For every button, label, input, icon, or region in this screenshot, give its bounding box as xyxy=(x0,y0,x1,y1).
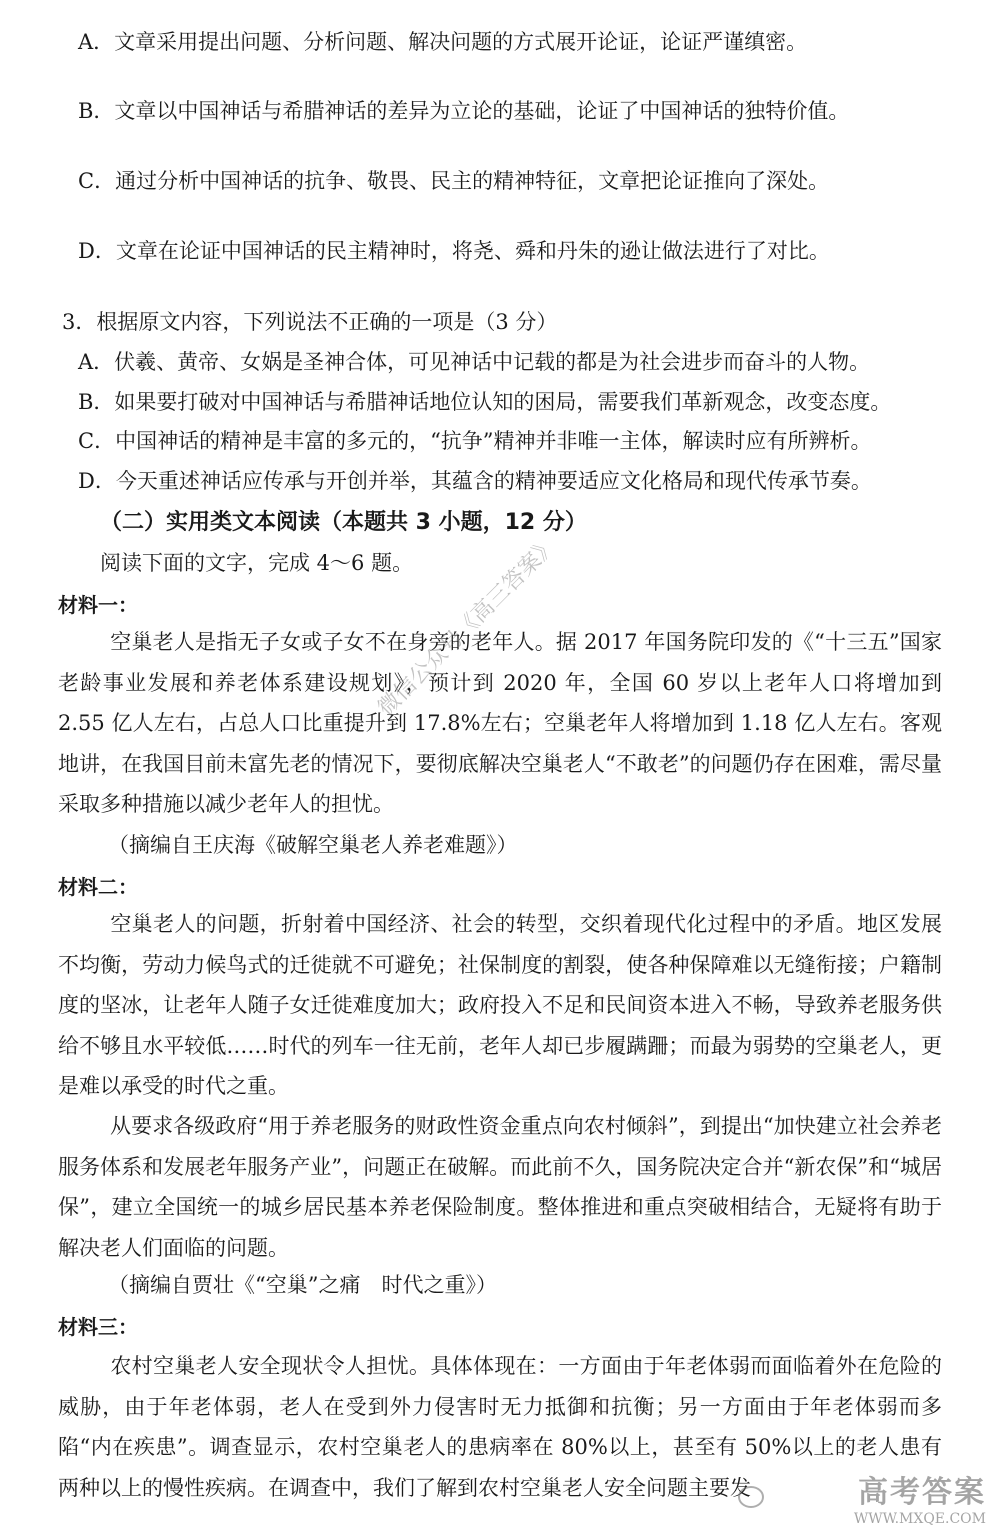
q3-option-d: D．今天重述神话应传承与开创并举，其蕴含的精神要适应文化格局和现代传承节奏。 xyxy=(78,469,872,493)
q2-option-d: D．文章在论证中国神话的民主精神时，将尧、舜和丹朱的逊让做法进行了对比。 xyxy=(78,239,830,263)
material2-paragraph-2 xyxy=(58,1106,942,1268)
material3-title: 材料三： xyxy=(58,1315,138,1339)
site-logo xyxy=(816,1467,986,1531)
q3-stem: 3．根据原文内容，下列说法不正确的一项是（3 分） xyxy=(62,310,558,334)
logo-sub-text: WWW.MXQE.COM xyxy=(853,1511,986,1527)
q3-option-c: C．中国神话的精神是丰富的多元的，“抗争”精神并非唯一主体，解读时应有所辨析。 xyxy=(78,429,872,453)
material3-text: 农村空巢老人安全现状令人担忧。具体体现在：一方面由于年老体弱而面临着外在危险的威胁，由于年老体弱，老人在受到外力侵害时无力抵御和抗衡；另一方面由于年老体弱而多陷“内在疾患”。调查显示，农村空巢老人的患病率在 80%以上，甚至有 50%以上的老人患有两种以上的慢性疾病。在调查中，我们了解到农村空巢老人安全问题主要发 xyxy=(58,1354,942,1500)
material2-paragraph-1 xyxy=(58,904,942,1107)
material1-paragraph xyxy=(58,622,942,825)
material1-source: （摘编自王庆海《破解空巢老人养老难题》） xyxy=(108,833,518,857)
section-instruction: 阅读下面的文字，完成 4～6 题。 xyxy=(100,551,414,575)
q3-option-b: B．如果要打破对中国神话与希腊神话地位认知的困局，需要我们革新观念，改变态度。 xyxy=(78,390,892,414)
logo-main-text: 高考答案 xyxy=(858,1475,986,1510)
material3-paragraph xyxy=(58,1346,942,1532)
material2-source: （摘编自贾壮《“空巢”之痛 时代之重》） xyxy=(108,1273,497,1297)
q3-option-a: A．伏羲、黄帝、女娲是圣神合体，可见神话中记载的都是为社会进步而奋斗的人物。 xyxy=(78,350,871,374)
q2-option-a: A．文章采用提出问题、分析问题、解决问题的方式展开论证，论证严谨缜密。 xyxy=(78,30,808,54)
watermark-text: 微信公众号《高三答案》 xyxy=(373,532,563,722)
material2-text-2: 从要求各级政府“用于养老服务的财政性资金重点向农村倾斜”，到提出“加快建立社会养老服务体系和发展老年服务产业”，问题正在破解。而此前不久，国务院决定合并“新农保”和“城居保”，建立全国统一的城乡居民基本养老保险制度。整体推进和重点突破相结合，无疑将有助于解决老人们面临的问题。 xyxy=(58,1114,942,1260)
material2-text-1: 空巢老人的问题，折射着中国经济、社会的转型，交织着现代化过程中的矛盾。地区发展不均衡，劳动力候鸟式的迁徙就不可避免；社保制度的割裂，使各种保障难以无缝衔接；户籍制度的坚冰，让老年人随子女迁徙难度加大；政府投入不足和民间资本进入不畅，导致养老服务供给不够且水平较低……时代的列车一往无前，老年人却已步履蹒跚；而最为弱势的空巢老人，更是难以承受的时代之重。 xyxy=(58,912,942,1098)
wechat-icon xyxy=(738,1486,764,1508)
section-title: （二）实用类文本阅读（本题共 3 小题，12 分） xyxy=(100,510,587,535)
material2-title: 材料二： xyxy=(58,875,138,899)
q2-option-b: B．文章以中国神话与希腊神话的差异为立论的基础，论证了中国神话的独特价值。 xyxy=(78,99,850,123)
q2-option-c: C．通过分析中国神话的抗争、敬畏、民主的精神特征，文章把论证推向了深处。 xyxy=(78,169,830,193)
material1-title: 材料一： xyxy=(58,593,138,617)
material1-text: 空巢老人是指无子女或子女不在身旁的老年人。据 2017 年国务院印发的《“十三五”国家老龄事业发展和养老体系建设规划》，预计到 2020 年，全国 60 岁以上老年人口将增加到 2.55 亿人左右，占总人口比重提升到 17.8%左右；空巢老年人将增加到 1.18 亿人左右。客观地讲，在我国目前未富先老的情况下，要彻底解决空巢老人“不敢老”的问题仍存在困难，需尽量采取多种措施以减少老年人的担忧。 xyxy=(58,630,942,816)
